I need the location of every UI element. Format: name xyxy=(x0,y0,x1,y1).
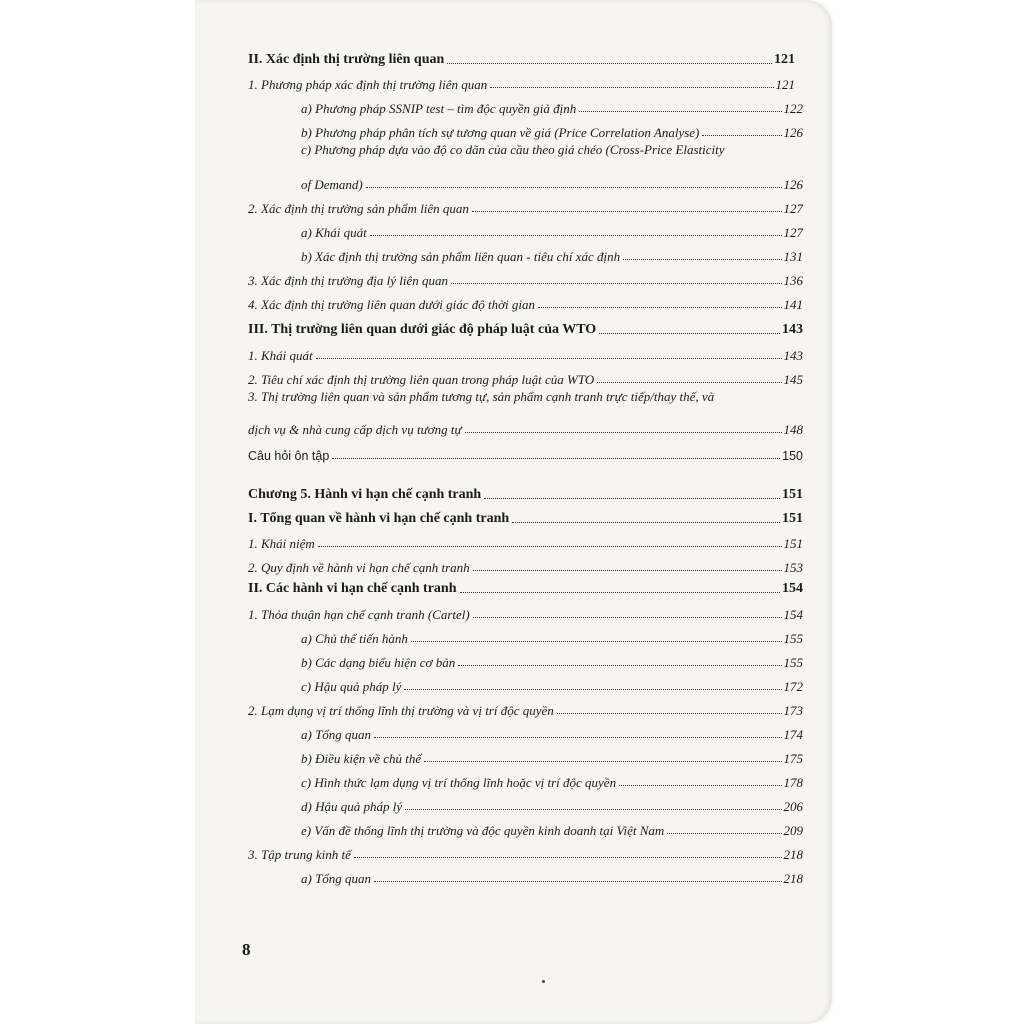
dot-leader xyxy=(370,235,782,236)
stray-dot xyxy=(542,980,545,983)
toc-entry-label: II. Xác định thị trường liên quan xyxy=(248,52,445,67)
toc-entry-page: 209 xyxy=(783,823,803,838)
toc-entry xyxy=(248,194,803,216)
dot-leader xyxy=(318,546,782,547)
dot-leader xyxy=(366,187,782,188)
toc-entry-page: 141 xyxy=(783,297,803,312)
toc-entry-label: 1. Phương pháp xác định thị trường liên quan xyxy=(248,77,488,92)
toc-entry-label: 3. Tập trung kinh tế xyxy=(248,847,351,862)
toc-entry-page: 175 xyxy=(783,751,803,766)
toc-entry-page: 172 xyxy=(783,679,803,694)
dot-leader xyxy=(460,592,781,593)
toc-entry-page: 218 xyxy=(783,847,803,862)
toc-entry-label: b) Điều kiện về chủ thể xyxy=(301,751,422,766)
toc-entry xyxy=(248,70,795,92)
dot-leader xyxy=(465,432,782,433)
toc-entry-continuation: 3. Thị trường liên quan và sản phẩm tương tự, sản phẩm cạnh tranh trực tiếp/thay thế, và xyxy=(248,389,715,404)
toc-entry-page: 148 xyxy=(783,422,803,437)
toc-entry-label: I. Tổng quan về hành vi hạn chế cạnh tranh xyxy=(248,511,510,526)
toc-entry xyxy=(248,441,803,463)
toc-entry xyxy=(248,840,803,862)
toc-entry-page: 150 xyxy=(782,448,803,463)
toc-entry-page: 178 xyxy=(783,775,803,790)
toc-entry xyxy=(248,529,803,551)
page-number: 8 xyxy=(242,940,251,959)
dot-leader xyxy=(451,283,782,284)
toc-entry-label: a) Khái quát xyxy=(301,225,367,240)
toc-entry-label: Câu hỏi ôn tập xyxy=(248,448,330,463)
toc-entry xyxy=(248,290,803,312)
toc-entry-label: 1. Thỏa thuận hạn chế cạnh tranh (Cartel) xyxy=(248,607,470,622)
toc-entry-page: 143 xyxy=(782,322,803,337)
toc-entry xyxy=(248,553,803,575)
dot-leader xyxy=(404,689,781,690)
dot-leader xyxy=(411,641,782,642)
dot-leader xyxy=(316,358,782,359)
toc-entry-label: 1. Khái niệm xyxy=(248,536,315,551)
toc-entry xyxy=(301,816,803,838)
toc-entry-label: d) Hậu quả pháp lý xyxy=(301,799,403,814)
toc-entry xyxy=(248,600,803,622)
toc-entry-label: 4. Xác định thị trường liên quan dưới giác độ thời gian xyxy=(248,297,536,312)
dot-leader xyxy=(538,307,781,308)
toc-entry xyxy=(248,575,803,597)
toc-entry-page: 174 xyxy=(783,727,803,742)
toc-entry-label: a) Tổng quan xyxy=(301,871,372,886)
toc-entry xyxy=(248,415,803,437)
toc-entry xyxy=(248,365,803,387)
toc-entry-page: 127 xyxy=(783,201,803,216)
toc-entry-page: 151 xyxy=(782,487,803,502)
dot-leader xyxy=(354,857,782,858)
toc-entry-label: of Demand) xyxy=(301,177,363,192)
dot-leader xyxy=(447,63,772,64)
toc-entry-page: 122 xyxy=(783,101,803,116)
dot-leader xyxy=(557,713,782,714)
toc-entry-label: a) Chủ thể tiến hành xyxy=(301,631,408,646)
toc-entry-page: 154 xyxy=(783,607,803,622)
toc-entry-page: 151 xyxy=(783,536,803,551)
toc-entry xyxy=(301,864,803,886)
toc-entry xyxy=(301,648,803,670)
toc-entry-label: 2. Xác định thị trường sản phẩm liên quan xyxy=(248,201,469,216)
dot-leader xyxy=(484,498,780,499)
toc-entry xyxy=(301,94,803,116)
toc-entry-page: 145 xyxy=(783,372,803,387)
toc-entry xyxy=(248,46,795,68)
toc-entry-label: 3. Xác định thị trường địa lý liên quan xyxy=(248,273,448,288)
dot-leader xyxy=(405,809,781,810)
toc-entry-page: 136 xyxy=(783,273,803,288)
toc-entry-label: e) Vấn đề thống lĩnh thị trường và độc quyền kinh doanh tại Việt Nam xyxy=(301,823,665,838)
toc-entry-label: 2. Lạm dụng vị trí thống lĩnh thị trường và vị trí độc quyền xyxy=(248,703,554,718)
toc-entry-page: 153 xyxy=(783,560,803,575)
toc-entry-page: 121 xyxy=(775,77,795,92)
toc-entry xyxy=(301,118,803,140)
toc-entry-label: b) Các dạng biểu hiện cơ bản xyxy=(301,655,456,670)
toc-entry xyxy=(301,672,803,694)
dot-leader xyxy=(579,111,781,112)
toc-entry xyxy=(248,341,803,363)
toc-entry-page: 173 xyxy=(783,703,803,718)
toc-entry xyxy=(301,720,803,742)
toc-entry-page: 151 xyxy=(782,511,803,526)
dot-leader xyxy=(473,617,782,618)
toc-entry xyxy=(248,316,803,338)
dot-leader xyxy=(667,833,781,834)
toc-entry xyxy=(301,768,803,790)
dot-leader xyxy=(374,737,781,738)
dot-leader xyxy=(599,333,780,334)
toc-entry xyxy=(248,266,803,288)
dot-leader xyxy=(619,785,781,786)
toc-entry-label: dịch vụ & nhà cung cấp dịch vụ tương tự xyxy=(248,422,462,437)
dot-leader xyxy=(458,665,781,666)
toc-entry xyxy=(301,242,803,264)
toc-entry-page: 155 xyxy=(783,631,803,646)
toc-entry-label: 2. Tiêu chí xác định thị trường liên quan trong pháp luật của WTO xyxy=(248,372,595,387)
toc-entry-label: c) Hậu quả pháp lý xyxy=(301,679,402,694)
toc-entry xyxy=(248,505,803,527)
toc-entry-page: 131 xyxy=(783,249,803,264)
toc-entry-page: 206 xyxy=(783,799,803,814)
dot-leader xyxy=(702,135,781,136)
toc-entry-page: 143 xyxy=(783,348,803,363)
toc-entry-page: 126 xyxy=(783,125,803,140)
toc-entry xyxy=(301,744,803,766)
dot-leader xyxy=(472,211,782,212)
toc-entry-page: 218 xyxy=(783,871,803,886)
dot-leader xyxy=(597,382,781,383)
toc-entry-label: a) Phương pháp SSNIP test – tìm độc quyền giả định xyxy=(301,101,577,116)
toc-entry xyxy=(301,170,803,192)
toc-entry-label: c) Hình thức lạm dụng vị trí thống lĩnh hoặc vị trí độc quyền xyxy=(301,775,617,790)
toc-entry-page: 127 xyxy=(783,225,803,240)
toc-entry xyxy=(301,218,803,240)
toc-entry-label: III. Thị trường liên quan dưới giác độ pháp luật của WTO xyxy=(248,322,597,337)
dot-leader xyxy=(490,87,773,88)
toc-entry xyxy=(248,481,803,503)
toc-entry-label: II. Các hành vi hạn chế cạnh tranh xyxy=(248,581,457,596)
toc-entry-label: Chương 5. Hành vi hạn chế cạnh tranh xyxy=(248,487,482,502)
dot-leader xyxy=(473,570,782,571)
toc-entry-label: b) Phương pháp phân tích sự tương quan về giá (Price Correlation Analyse) xyxy=(301,125,700,140)
toc-entry xyxy=(248,696,803,718)
toc-entry-page: 121 xyxy=(774,52,795,67)
toc-entry-page: 126 xyxy=(783,177,803,192)
dot-leader xyxy=(623,259,781,260)
toc-entry-label: 2. Quy định về hành vi hạn chế cạnh tranh xyxy=(248,560,470,575)
toc-entry-label: b) Xác định thị trường sản phẩm liên quan - tiêu chí xác định xyxy=(301,249,621,264)
dot-leader xyxy=(332,458,780,459)
toc-entry-page: 155 xyxy=(783,655,803,670)
toc-entry-page: 154 xyxy=(782,581,803,596)
dot-leader xyxy=(374,881,781,882)
toc-entry-label: a) Tổng quan xyxy=(301,727,372,742)
toc-entry xyxy=(301,624,803,646)
dot-leader xyxy=(424,761,781,762)
toc-entry xyxy=(301,792,803,814)
toc-entry-continuation: c) Phương pháp dựa vào độ co dãn của cầu theo giá chéo (Cross-Price Elasticity xyxy=(301,142,725,157)
dot-leader xyxy=(512,522,780,523)
toc-entry-label: 1. Khái quát xyxy=(248,348,313,363)
